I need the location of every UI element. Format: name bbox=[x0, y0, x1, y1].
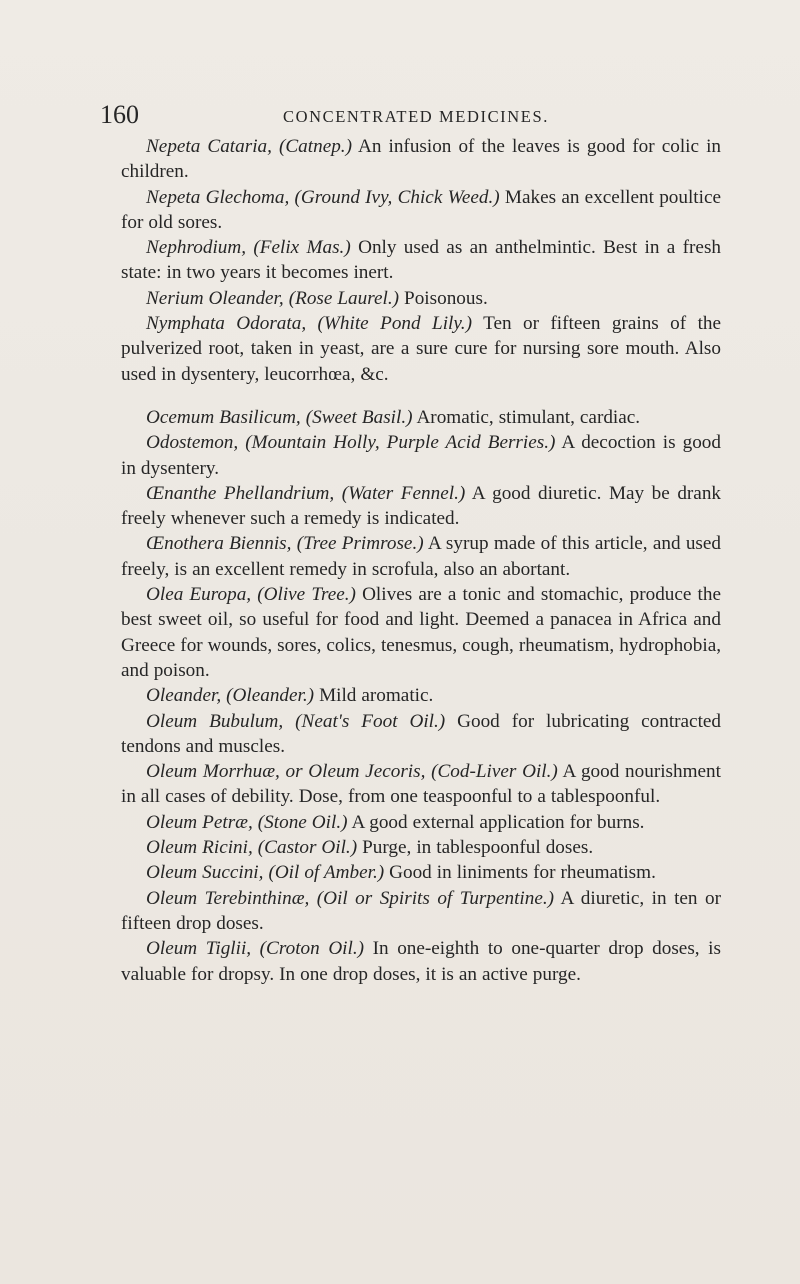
entry-common-name: (Oleander.) bbox=[226, 685, 315, 707]
entry-common-name: (Rose Laurel.) bbox=[288, 287, 400, 309]
page-header bbox=[100, 100, 720, 130]
entry-common-name: (Castor Oil.) bbox=[257, 837, 358, 859]
entry-term: Oleum Terebinthinæ, bbox=[146, 887, 310, 909]
entry-term: Nymphata Odorata, bbox=[146, 313, 307, 335]
entry-term: Oleum Ricini, bbox=[146, 837, 253, 859]
entry-term: Œnanthe Phellandrium, bbox=[146, 482, 335, 504]
entry-description: A decoction is good in dysentery. bbox=[121, 432, 721, 479]
entry-oleum-petrae bbox=[121, 810, 721, 835]
entry-common-name: (Oil of Amber.) bbox=[268, 862, 385, 884]
entry-nephrodium bbox=[121, 235, 721, 286]
entry-description: Olives are a tonic and stomachic, produce the best sweet oil, so useful for food and light. Deemed a panacea in Africa and Greece for wounds, sores, colics, tenesmus, cough, rheumatism, hydrophobia, and poison. bbox=[121, 584, 722, 681]
running-title: CONCENTRATED MEDICINES. bbox=[283, 107, 549, 126]
entry-description: Only used as an anthelmintic. Best in a fresh state: in two years it becomes inert. bbox=[121, 237, 722, 284]
entry-olea-europa bbox=[121, 582, 721, 683]
entry-description: Good in liniments for rheumatism. bbox=[389, 862, 656, 884]
entry-common-name: (Tree Primrose.) bbox=[296, 533, 424, 555]
entry-term: Oleum Petræ, bbox=[146, 811, 253, 833]
entry-term: Nerium Oleander, bbox=[146, 287, 284, 309]
entry-nepeta-glechoma bbox=[121, 185, 721, 236]
entry-oleum-terebinthinae bbox=[121, 886, 721, 937]
entry-common-name: (Stone Oil.) bbox=[257, 811, 348, 833]
entry-term: Oleum Morrhuæ, or Oleum Jecoris, bbox=[146, 761, 426, 783]
entry-description: A diuretic, in ten or fifteen drop doses. bbox=[121, 887, 721, 934]
entry-oleum-tiglii bbox=[121, 936, 721, 987]
entry-description: Good for lubricating contracted tendons and muscles. bbox=[121, 710, 722, 757]
entry-term: Ocemum Basilicum, bbox=[146, 406, 301, 428]
entry-common-name: (Sweet Basil.) bbox=[305, 406, 413, 428]
entry-common-name: (Cod-Liver Oil.) bbox=[431, 761, 558, 783]
entry-description: Mild aromatic. bbox=[319, 685, 434, 707]
entry-common-name: (Olive Tree.) bbox=[257, 584, 356, 606]
entry-description: A good external application for burns. bbox=[351, 811, 645, 833]
entry-common-name: (Oil or Spirits of Turpentine.) bbox=[316, 887, 555, 909]
entry-term: Oleum Succini, bbox=[146, 862, 264, 884]
entry-common-name: (Neat's Foot Oil.) bbox=[295, 710, 446, 732]
entry-common-name: (Croton Oil.) bbox=[259, 938, 365, 960]
page-number: 160 bbox=[100, 100, 139, 129]
entry-description: Makes an excellent poultice for old sores. bbox=[121, 186, 721, 233]
entry-oleum-succini bbox=[121, 860, 721, 885]
entry-common-name: (Water Fennel.) bbox=[341, 482, 466, 504]
entry-ocemum-basilicum bbox=[121, 405, 721, 430]
entry-description: In one-eighth to one-quarter drop doses, is valuable for dropsy. In one drop doses, it is an active purge. bbox=[121, 938, 721, 985]
entry-term: Oleum Bubulum, bbox=[146, 710, 284, 732]
entry-description: A syrup made of this article, and used freely, is an excellent remedy in scrofula, also an abortant. bbox=[121, 533, 722, 580]
entry-common-name: (White Pond Lily.) bbox=[317, 313, 472, 335]
entry-common-name: (Felix Mas.) bbox=[253, 237, 351, 259]
entry-nymphata-odorata bbox=[121, 311, 721, 387]
entry-description: A good diuretic. May be drank freely whenever such a remedy is indicated. bbox=[121, 482, 722, 530]
entry-nerium-oleander bbox=[121, 286, 721, 311]
entry-oenanthe-phellandrium bbox=[121, 481, 721, 532]
entry-oenothera-biennis bbox=[121, 531, 721, 582]
entry-common-name: (Catnep.) bbox=[278, 136, 352, 157]
entry-description: Ten or fifteen grains of the pulverized root, taken in yeast, are a sure cure for nursing sore mouth. Also used in dysentery, leucorrhœa, &c. bbox=[121, 313, 722, 385]
entry-oleum-ricini bbox=[121, 835, 721, 860]
entry-term: Nepeta Glechoma, bbox=[146, 186, 290, 208]
entry-description: An infusion of the leaves is good for colic in children. bbox=[121, 136, 721, 183]
entry-nepeta-cataria bbox=[121, 134, 721, 185]
entries-text bbox=[121, 134, 721, 987]
entry-description: Purge, in tablespoonful doses. bbox=[362, 837, 594, 859]
entry-term: Oleander, bbox=[146, 685, 222, 707]
entry-odostemon bbox=[121, 430, 721, 481]
entry-oleander bbox=[121, 683, 721, 708]
entry-common-name: (Mountain Holly, Purple Acid Berries.) bbox=[245, 432, 556, 454]
entry-description: Aromatic, stimulant, cardiac. bbox=[416, 406, 641, 428]
entry-common-name: (Ground Ivy, Chick Weed.) bbox=[294, 186, 500, 208]
entry-term: Nephrodium, bbox=[146, 237, 247, 259]
entry-description: Poisonous. bbox=[404, 287, 488, 309]
entry-description: A good nourishment in all cases of debility. Dose, from one teaspoonful to a tablespoonful. bbox=[121, 761, 721, 808]
entry-term: Nepeta Cataria, bbox=[146, 136, 272, 157]
entry-term: Olea Europa, bbox=[146, 584, 252, 606]
entry-term: Œnothera Biennis, bbox=[146, 533, 292, 555]
entry-term: Odostemon, bbox=[146, 432, 239, 454]
entry-term: Oleum Tiglii, bbox=[146, 938, 252, 960]
entry-oleum-bubulum bbox=[121, 709, 721, 760]
entry-oleum-morrhuae bbox=[121, 759, 721, 810]
